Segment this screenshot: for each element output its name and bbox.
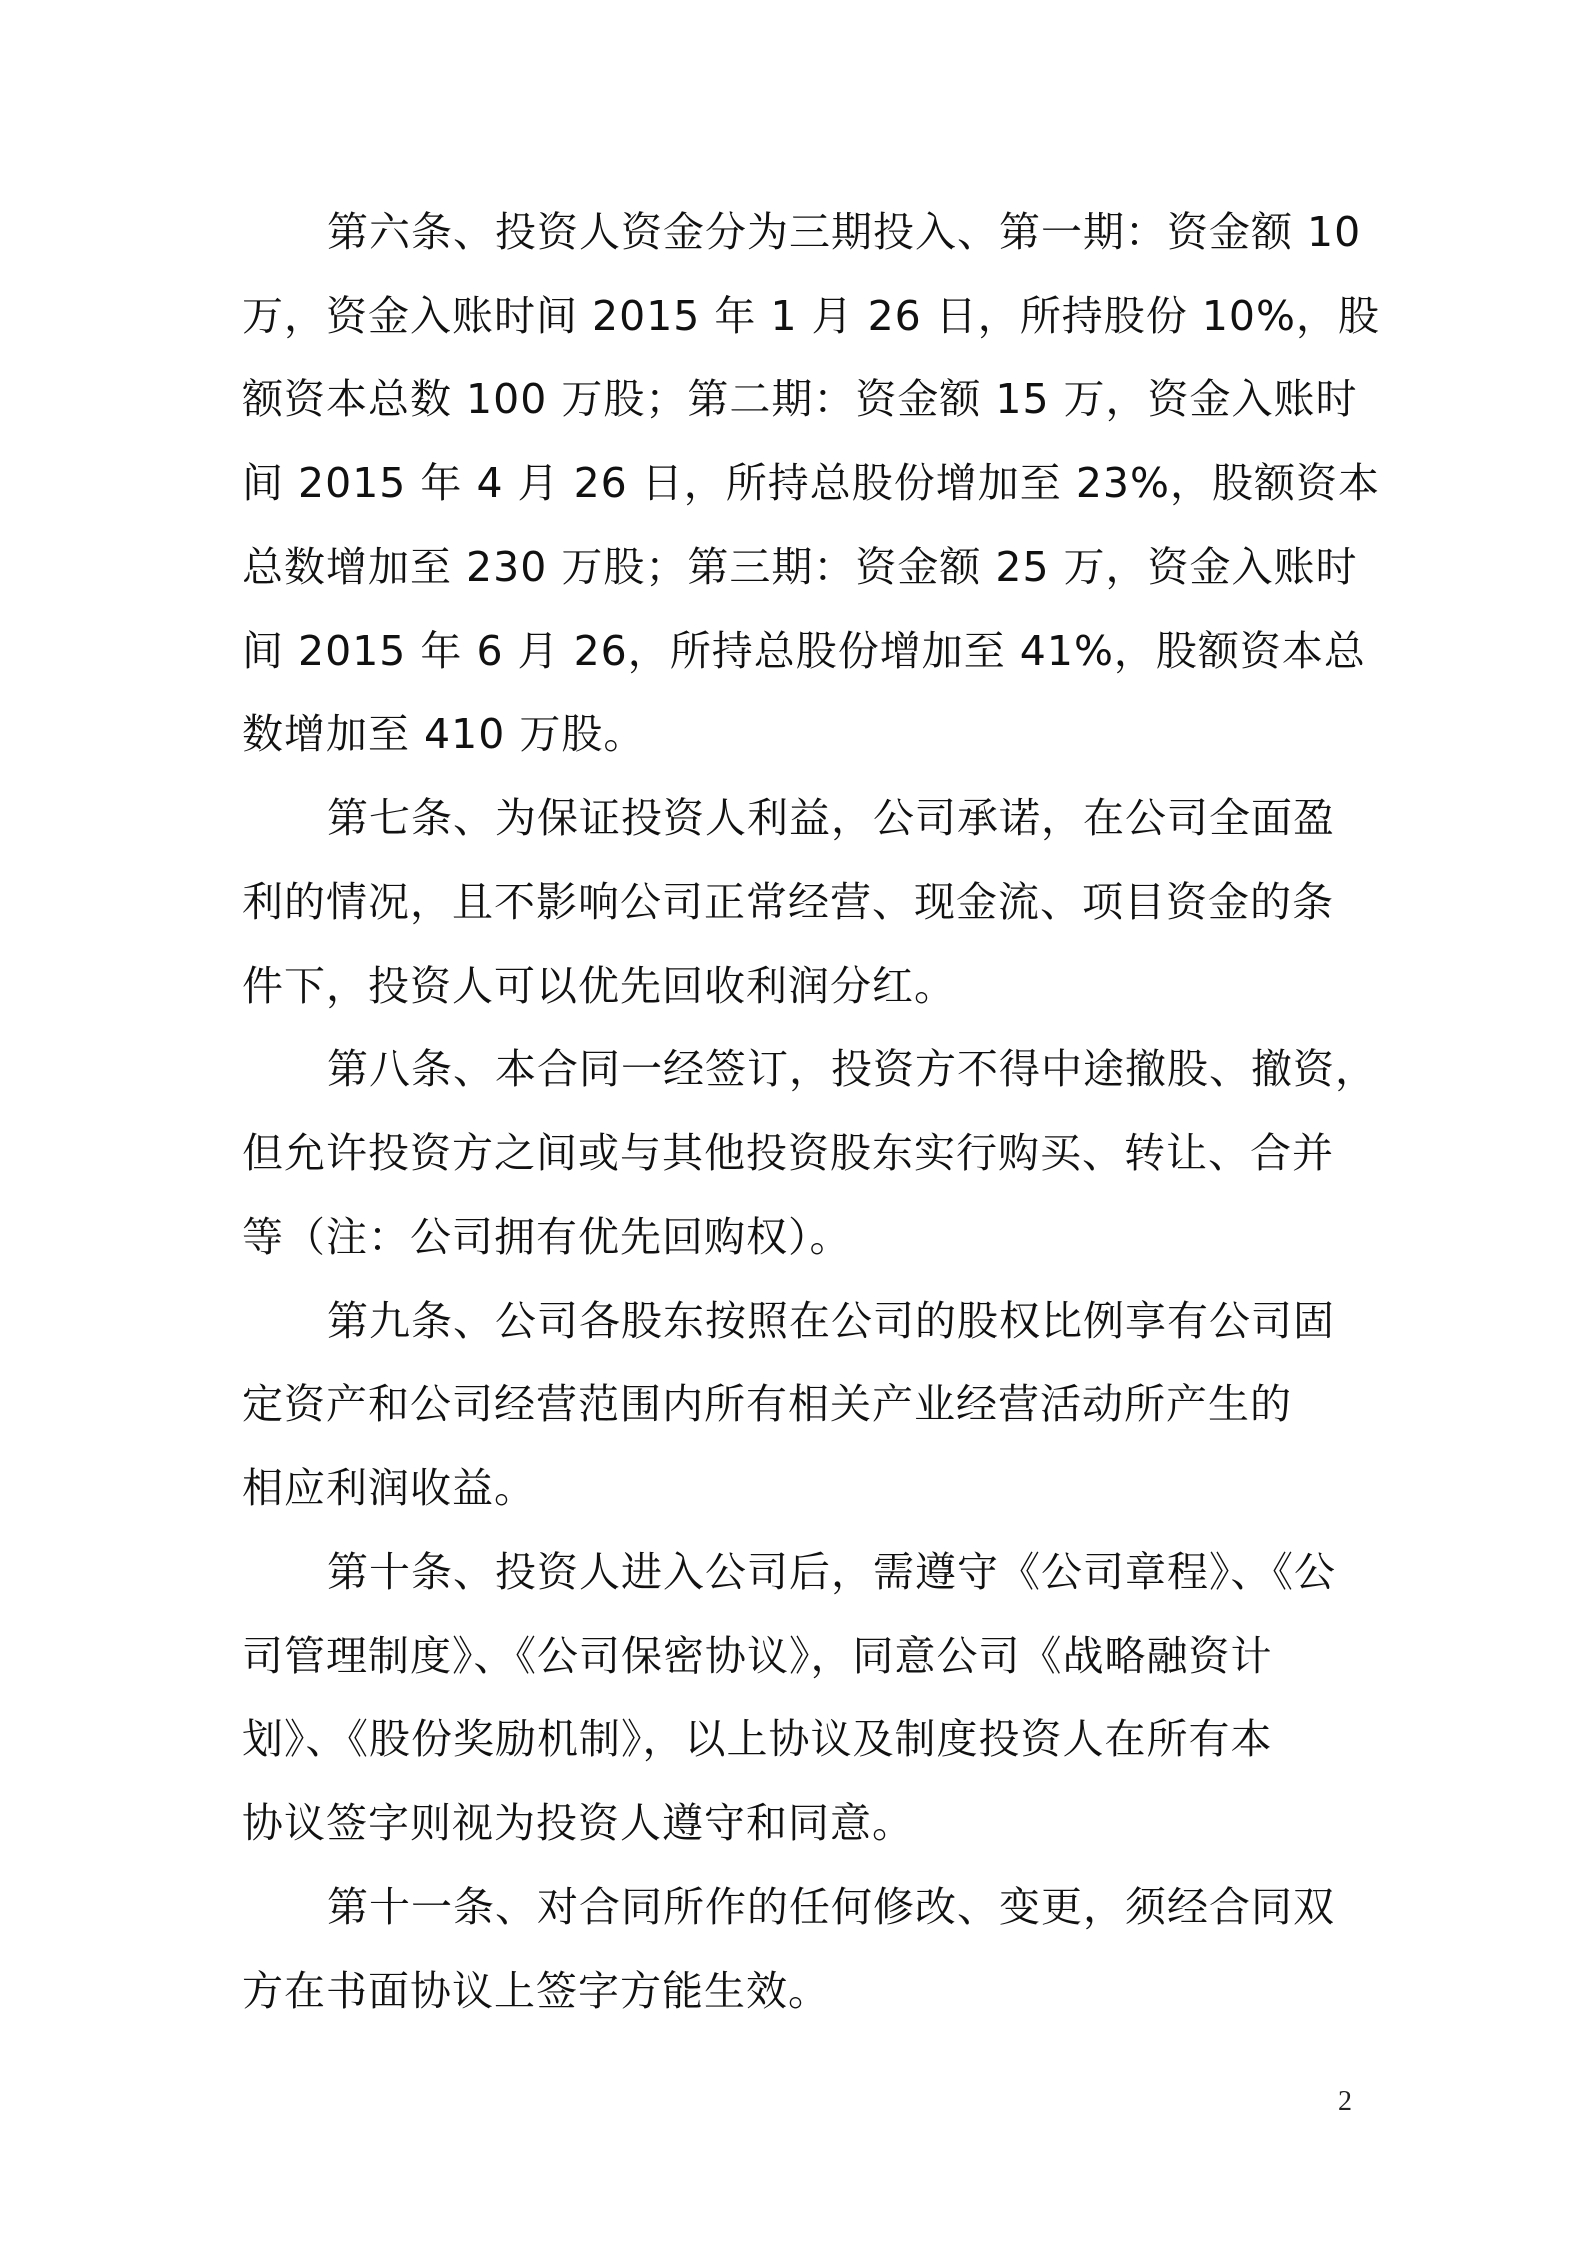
article-10-line-4: 协议签字则视为投资人遵守和同意。 [242,1799,914,1847]
article-7-line-3: 件下，投资人可以优先回收利润分红。 [242,962,956,1010]
article-8-line-1: 第八条、本合同一经签订，投资方不得中途撤股、撤资， [327,1045,1377,1093]
article-8-line-3: 等（注：公司拥有优先回购权）。 [242,1213,852,1261]
article-9-line-2: 定资产和公司经营范围内所有相关产业经营活动所产生的 [242,1380,1292,1428]
article-9-line-1: 第九条、公司各股东按照在公司的股权比例享有公司固 [327,1297,1335,1345]
article-7-line-1: 第七条、为保证投资人利益，公司承诺，在公司全面盈 [327,794,1335,842]
article-6-line-7: 数增加至 410 万股。 [242,710,646,758]
article-6-line-5: 总数增加至 230 万股；第三期：资金额 25 万，资金入账时 [242,543,1358,591]
article-6-line-2: 万，资金入账时间 2015 年 1 月 26 日，所持股份 10%，股 [242,292,1380,340]
article-7-line-2: 利的情况，且不影响公司正常经营、现金流、项目资金的条 [242,878,1334,926]
article-6-line-3: 额资本总数 100 万股；第二期：资金额 15 万，资金入账时 [242,375,1358,423]
article-6-line-4: 间 2015 年 4 月 26 日，所持总股份增加至 23%，股额资本 [242,459,1380,507]
article-9-line-3: 相应利润收益。 [242,1464,536,1512]
article-10-line-2: 司管理制度》、《公司保密协议》，同意公司《战略融资计 [242,1632,1273,1680]
article-6-line-6: 间 2015 年 6 月 26，所持总股份增加至 41%，股额资本总 [242,627,1366,675]
article-10-line-3: 划》、《股份奖励机制》，以上协议及制度投资人在所有本 [242,1715,1273,1763]
page-number: 2 [1338,2086,1352,2117]
article-11-line-1: 第十一条、对合同所作的任何修改、变更，须经合同双 [327,1883,1335,1931]
article-6-line-1: 第六条、投资人资金分为三期投入、第一期：资金额 10 [327,208,1362,256]
article-10-line-1: 第十条、投资人进入公司后，需遵守《公司章程》、《公 [327,1548,1336,1596]
article-11-line-2: 方在书面协议上签字方能生效。 [242,1967,830,2015]
article-8-line-2: 但允许投资方之间或与其他投资股东实行购买、转让、合并 [242,1129,1334,1177]
